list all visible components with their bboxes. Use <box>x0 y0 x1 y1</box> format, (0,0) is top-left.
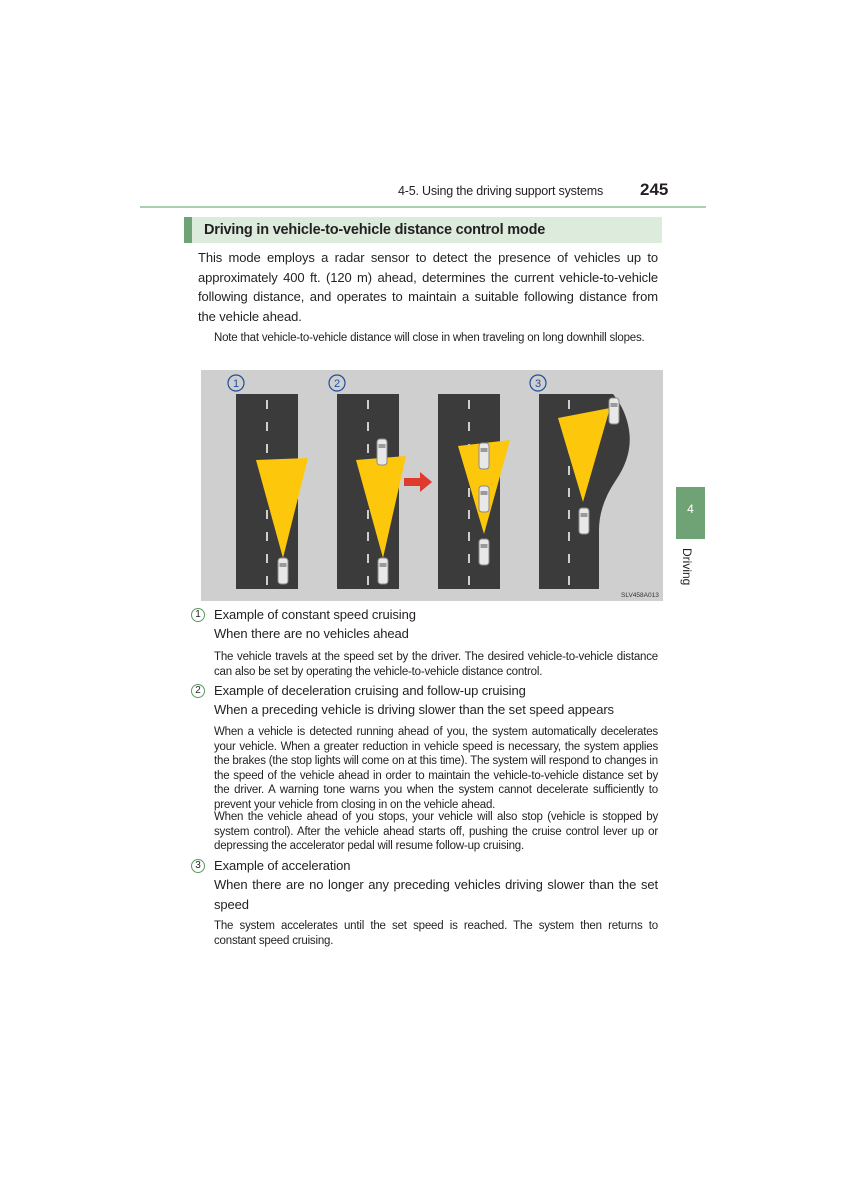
transition-arrow <box>404 472 432 492</box>
item-3-number-icon: 3 <box>191 859 205 873</box>
item-2-title: Example of deceleration cruising and follow-up cruising <box>214 683 526 698</box>
page-number: 245 <box>640 180 669 199</box>
item-3-body: The system accelerates until the set speed is reached. The system then returns to constant speed cruising. <box>214 920 658 947</box>
item-1-title: Example of constant speed cruising <box>214 607 416 622</box>
figure-marker-1-label: 1 <box>232 378 240 390</box>
departing-vehicle-3 <box>609 398 619 424</box>
own-vehicle-3 <box>579 508 589 534</box>
figure-code: SLV458A013 <box>621 592 659 599</box>
chapter-tab[interactable]: 4 <box>676 487 705 539</box>
downhill-note: Note that vehicle-to-vehicle distance will close in when traveling on long downhill slopes. <box>214 332 645 344</box>
preceding-vehicle-2 <box>377 439 387 465</box>
figure-marker-3-label: 3 <box>534 378 542 390</box>
own-vehicle-2b-ahead <box>479 486 489 512</box>
chapter-label: Driving <box>680 548 694 586</box>
own-vehicle-2b <box>479 539 489 565</box>
section-title: Driving in vehicle-to-vehicle distance control mode <box>204 222 546 238</box>
own-vehicle-1 <box>278 558 288 584</box>
figure-marker-2-label: 2 <box>333 378 341 390</box>
intro-paragraph: This mode employs a radar sensor to detect the presence of vehicles up to approximately 400 ft. (120 m) ahead, determines the current vehicle-to-vehicle following distance, and operates to maintain a suitable following distance from the vehicle ahead. <box>198 250 658 324</box>
preceding-vehicle-2b <box>479 443 489 469</box>
item-1-body: The vehicle travels at the speed set by the driver. The desired vehicle-to-vehicle distance can also be set by operating the vehicle-to-vehicle distance control. <box>214 651 658 678</box>
item-2-body-stop: When the vehicle ahead of you stops, your vehicle will also stop (vehicle is stopped by system control). After the vehicle ahead starts off, pushing the cruise control lever up or depressing the accelerator pedal will resume follow-up cruising. <box>214 811 658 852</box>
header-divider <box>140 206 706 208</box>
section-title-bar <box>184 217 662 243</box>
radar-cruise-illustration <box>201 370 663 601</box>
item-1-number-icon: 1 <box>191 608 205 622</box>
item-2-number-icon: 2 <box>191 684 205 698</box>
running-header: 4-5. Using the driving support systems <box>398 184 603 198</box>
item-3-title: Example of acceleration <box>214 858 351 873</box>
item-2-body: When a vehicle is detected running ahead of you, the system automatically decelerates your vehicle. When a greater reduction in vehicle speed is necessary, the system applies the brakes (the stop lights will come on at this time). The system will respond to changes in the speed of the vehicle ahead in order to maintain the vehicle-to-vehicle distance set by the driver. A warning tone warns you when the system cannot decelerate sufficiently to prevent your vehicle from closing in on the vehicle ahead. <box>214 726 658 811</box>
item-3-subtitle: When there are no longer any preceding vehicles driving slower than the set speed <box>214 877 658 912</box>
item-1-subtitle: When there are no vehicles ahead <box>214 626 409 641</box>
item-2-subtitle: When a preceding vehicle is driving slower than the set speed appears <box>214 702 614 717</box>
own-vehicle-2 <box>378 558 388 584</box>
